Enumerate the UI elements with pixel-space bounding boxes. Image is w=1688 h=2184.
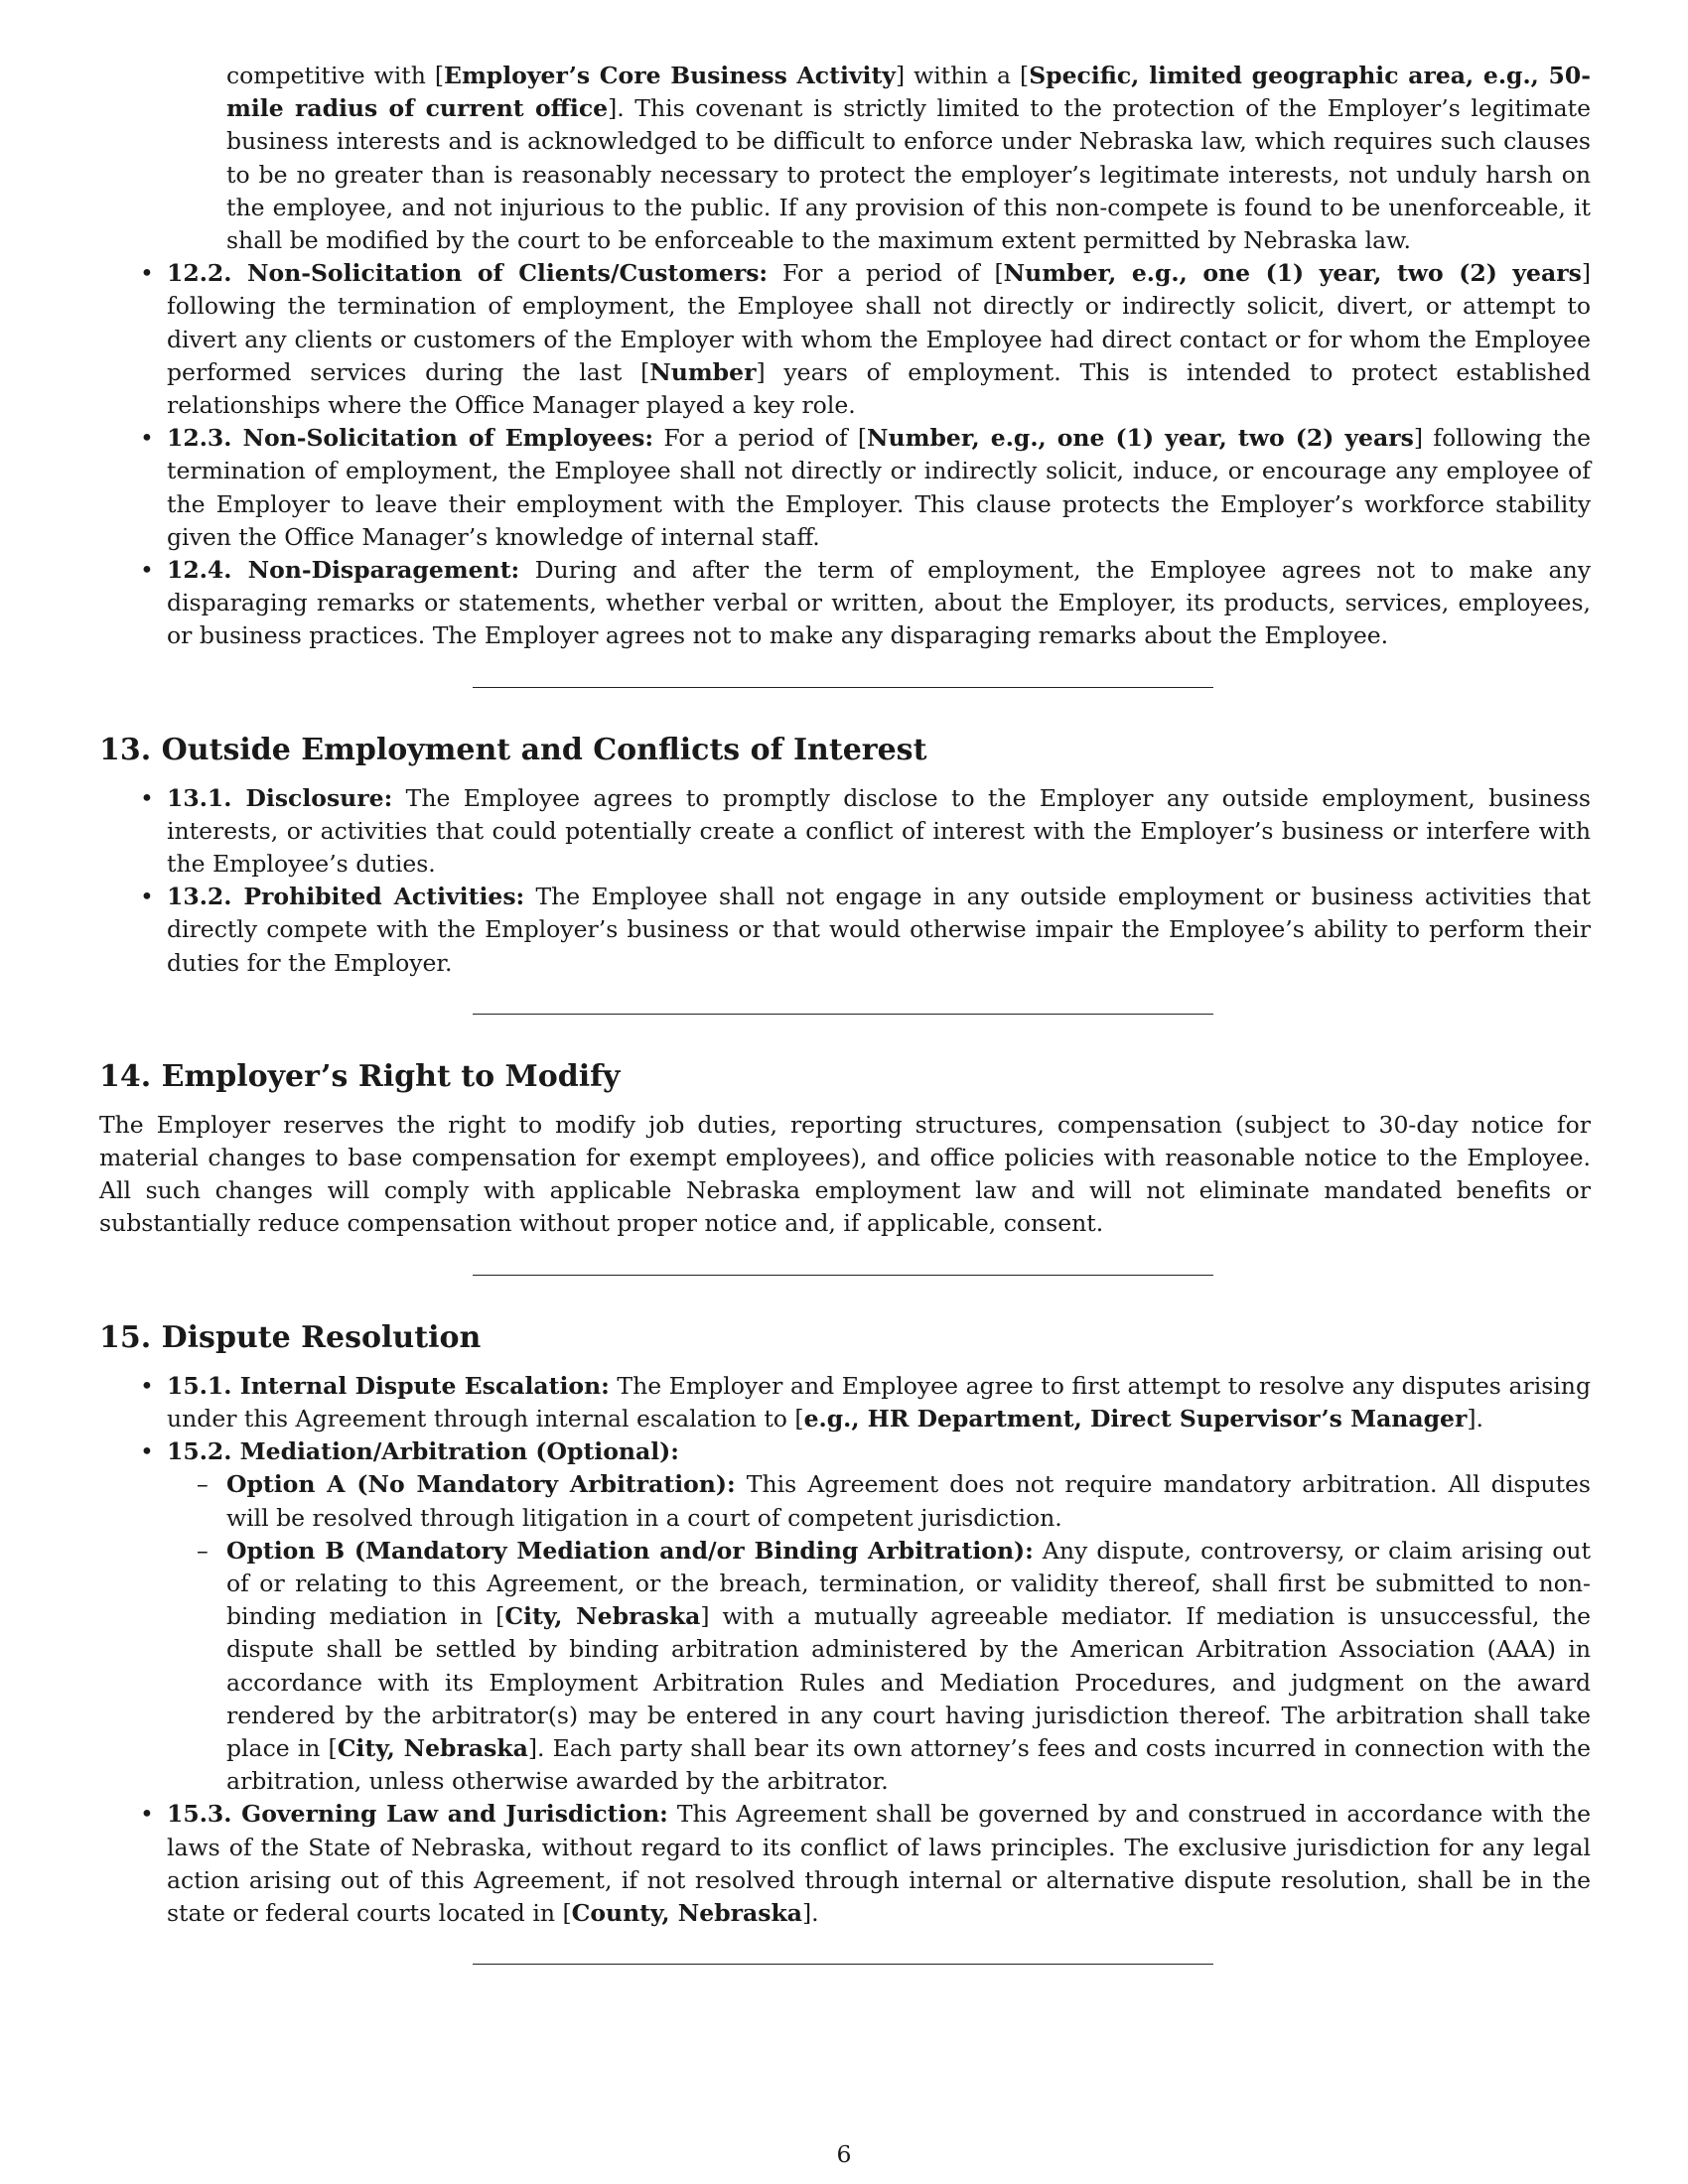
section-divider [473,1275,1213,1276]
list-item-15-1: • 15.1. Internal Dispute Escalation: The Employer and Employee agree to first attempt to resolve any disputes arising under this Agreement through internal escalation to [e.g., HR Department, Direct Supervisor’s Manager]. [99,1370,1591,1435]
placeholder-period: Number, e.g., one (1) year, two (2) years [1003,259,1582,288]
list-item-13-2: • 13.2. Prohibited Activities: The Employee shall not engage in any outside employment or business activities that directly compete with the Employer’s business or that would otherwise impair the Employee’s ability to perform their duties for the Employer. [99,881,1591,980]
clause-title: 13.1. Disclosure: [167,783,393,812]
option-b-item: – Option B (Mandatory Mediation and/or Binding Arbitration): Any dispute, controversy, or claim arising out of or relating to this Agreement, or the breach, termination, or validity thereof, shall first be submitted to non-binding mediation in [City, Nebraska] with a mutually agreeable mediator. If mediation is unsuccessful, the dispute shall be settled by binding arbitration administered by the American Arbitration Association (AAA) in accordance with its Employment Arbitration Rules and Mediation Procedures, and judgment on the award rendered by the arbitrator(s) may be entered in any court having jurisdiction thereof. The arbitration shall take place in [City, Nebraska]. Each party shall bear its own attorney’s fees and costs incurred in connection with the arbitration, unless otherwise awarded by the arbitrator. [167,1535,1591,1799]
placeholder-city: City, Nebraska [337,1733,528,1762]
placeholder-number: Number [649,357,757,386]
list-item-12-2: • 12.2. Non-Solicitation of Clients/Customers: For a period of [Number, e.g., one (1) year, two (2) years] following the termination of employment, the Employee shall not directly or indirectly solicit, divert, or attempt to divert any clients or customers of the Employer with whom the Employee had direct contact or for whom the Employee performed services during the last [Number] years of employment. This is intended to protect established relationships where the Office Manager played a key role. [99,257,1591,422]
clause-title: 12.4. Non-Disparagement: [167,556,520,585]
list-item-12-3: • 12.3. Non-Solicitation of Employees: For a period of [Number, e.g., one (1) year, two (2) years] following the termination of employment, the Employee shall not directly or indirectly solicit, induce, or encourage any employee of the Employer to leave their employment with the Employer. This clause protects the Employer’s workforce stability given the Office Manager’s knowledge of internal staff. [99,422,1591,554]
section-14-paragraph: The Employer reserves the right to modify job duties, reporting structures, compensation (subject to 30-day notice for material changes to base compensation for exempt employees), and office policies with reasonable notice to the Employee. All such changes will comply with applicable Nebraska employment law and will not eliminate mandated benefits or substantially reduce compensation without proper notice and, if applicable, consent. [99,1110,1591,1238]
section-15-list [99,1370,1591,1930]
arbitration-options-list [167,1468,1591,1798]
clause-title: 15.1. Internal Dispute Escalation: [167,1371,610,1400]
page-number: 6 [836,2140,852,2168]
section-heading-13: 13. Outside Employment and Conflicts of Interest [99,732,927,767]
clause-title: 15.2. Mediation/Arbitration (Optional): [167,1437,679,1466]
section-13-list [99,782,1591,980]
section-divider [473,1964,1213,1965]
list-item-15-2 [99,1435,1591,1798]
clause-title: 13.2. Prohibited Activities: [167,883,525,911]
section-12-list [99,257,1591,652]
placeholder-period: Number, e.g., one (1) year, two (2) years [867,424,1414,453]
section-divider [473,687,1213,688]
option-a-item: – Option A (No Mandatory Arbitration): This Agreement does not require mandatory arbitration. All disputes will be resolved through litigation in a court of competent jurisdiction. [167,1468,1591,1534]
non-compete-continuation: competitive with [Employer’s Core Business Activity] within a [Specific, limited geographic area, e.g., 50-mile radius of current office]. This covenant is strictly limited to the protection of the Employer’s legitimate business interests and is acknowledged to be difficult to enforce under Nebraska law, which requires such clauses to be no greater than is reasonably necessary to protect the employer’s legitimate interests, not unduly harsh on the employee, and not injurious to the public. If any provision of this non-compete is found to be unenforceable, it shall be modified by the court to be enforceable to the maximum extent permitted by Nebraska law. [226,62,1591,255]
list-item-15-3: • 15.3. Governing Law and Jurisdiction: This Agreement shall be governed by and construed in accordance with the laws of the State of Nebraska, without regard to its conflict of laws principles. The exclusive jurisdiction for any legal action arising out of this Agreement, if not resolved through internal or alternative dispute resolution, shall be in the state or federal courts located in [County, Nebraska]. [99,1798,1591,1930]
placeholder-core-business: Employer’s Core Business Activity [444,62,896,89]
option-title: Option A (No Mandatory Arbitration): [226,1470,736,1499]
placeholder-geographic-area: Specific, limited geographic area, e.g., 50-mile radius of current office [226,62,1591,123]
clause-title: 15.3. Governing Law and Jurisdiction: [167,1800,668,1829]
list-item-12-4: • 12.4. Non-Disparagement: During and after the term of employment, the Employee agrees not to make any disparaging remarks or statements, whether verbal or written, about the Employer, its products, services, employees, or business practices. The Employer agrees not to make any disparaging remarks about the Employee. [99,554,1591,653]
option-title: Option B (Mandatory Mediation and/or Binding Arbitration): [226,1536,1034,1565]
placeholder-county: County, Nebraska [571,1898,803,1927]
document-page [99,60,1591,1965]
section-heading-15: 15. Dispute Resolution [99,1319,482,1355]
section-heading-14: 14. Employer’s Right to Modify [99,1058,621,1094]
section-divider [473,1014,1213,1015]
clause-title: 12.3. Non-Solicitation of Employees: [167,424,653,453]
list-item-13-1: • 13.1. Disclosure: The Employee agrees to promptly disclose to the Employer any outside employment, business interests, or activities that could potentially create a conflict of interest with the Employer’s business or interfere with the Employee’s duties. [99,782,1591,882]
clause-title: 12.2. Non-Solicitation of Clients/Customers: [167,259,769,288]
placeholder-escalation-contact: e.g., HR Department, Direct Supervisor’s Manager [803,1404,1468,1433]
placeholder-city: City, Nebraska [504,1602,701,1631]
